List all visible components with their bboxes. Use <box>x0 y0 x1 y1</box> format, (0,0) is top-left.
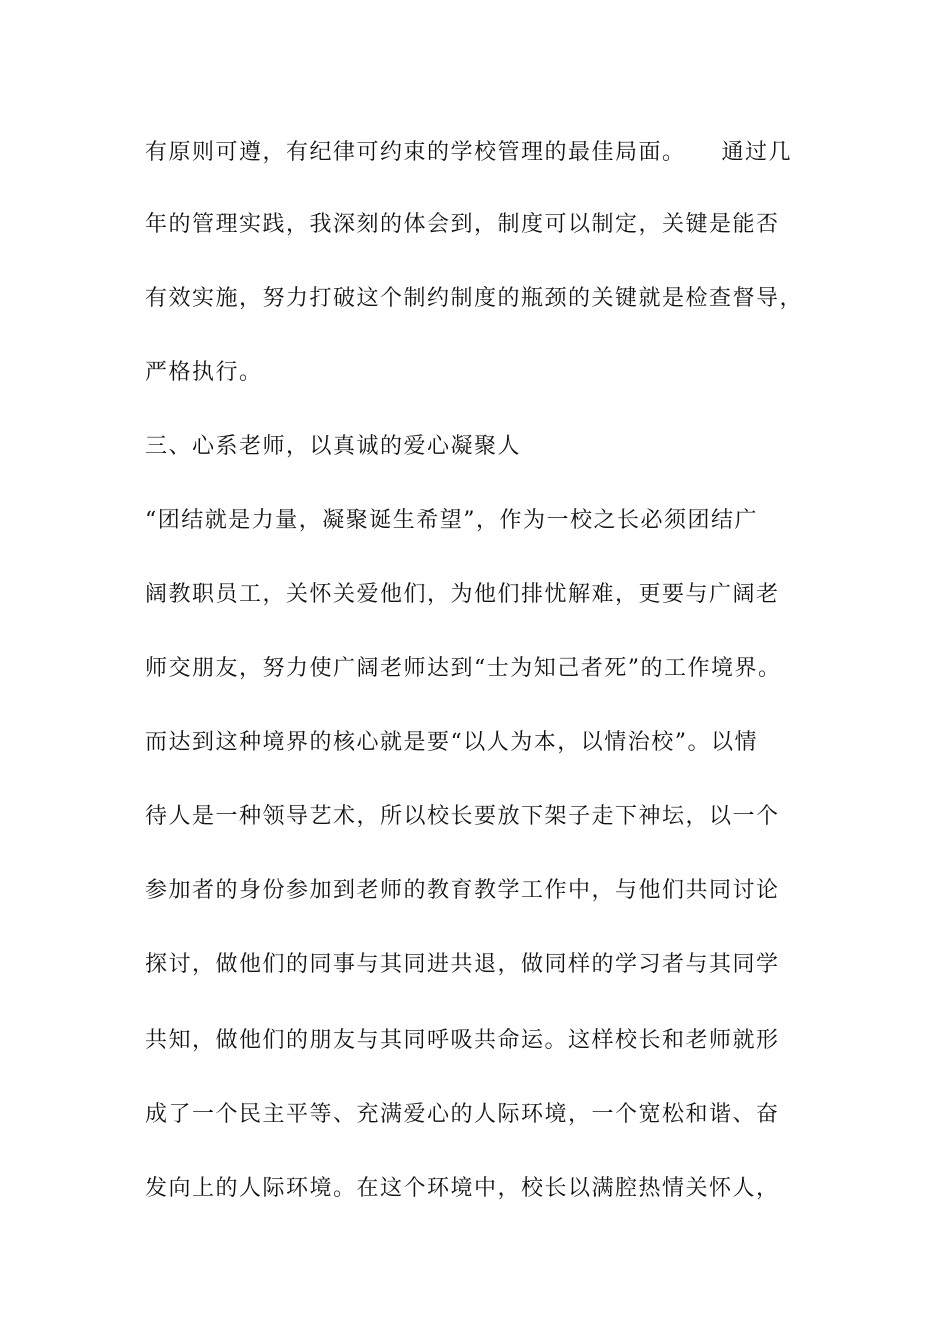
section-heading: 三、心系老师，以真诚的爱心凝聚人 <box>145 434 522 459</box>
text-line: 探讨，做他们的同事与其同进共退，做同样的学习者与其同学 <box>145 952 780 977</box>
text-line: 有效实施，努力打破这个制约制度的瓶颈的关键就是检查督导， <box>145 286 804 311</box>
text-line: 发向上的人际环境。在这个环境中，校长以满腔热情关怀人， <box>145 1176 780 1201</box>
text-line: 成了一个民主平等、充满爱心的人际环境，一个宽松和谐、奋 <box>145 1102 780 1127</box>
text-line: 参加者的身份参加到老师的教育教学工作中，与他们共同讨论 <box>145 878 780 903</box>
text-line: 师交朋友，努力使广阔老师达到“士为知己者死”的工作境界。 <box>145 656 782 681</box>
text-line: 有原则可遵，有纪律可约束的学校管理的最佳局面。 通过几 <box>145 140 793 165</box>
text-line: “团结就是力量，凝聚诞生希望”，作为一校之长必须团结广 <box>145 508 758 533</box>
text-line: 待人是一种领导艺术，所以校长要放下架子走下神坛，以一个 <box>145 804 780 829</box>
text-line: 阔教职员工，关怀关爱他们，为他们排忧解难，更要与广阔老 <box>145 582 780 607</box>
text-line: 年的管理实践，我深刻的体会到，制度可以制定，关键是能否 <box>145 212 780 237</box>
text-line: 而达到这种境界的核心就是要“以人为本，以情治校”。以情 <box>145 730 758 755</box>
text-line: 严格执行。 <box>145 360 263 385</box>
text-line: 共知，做他们的朋友与其同呼吸共命运。这样校长和老师就形 <box>145 1028 780 1053</box>
